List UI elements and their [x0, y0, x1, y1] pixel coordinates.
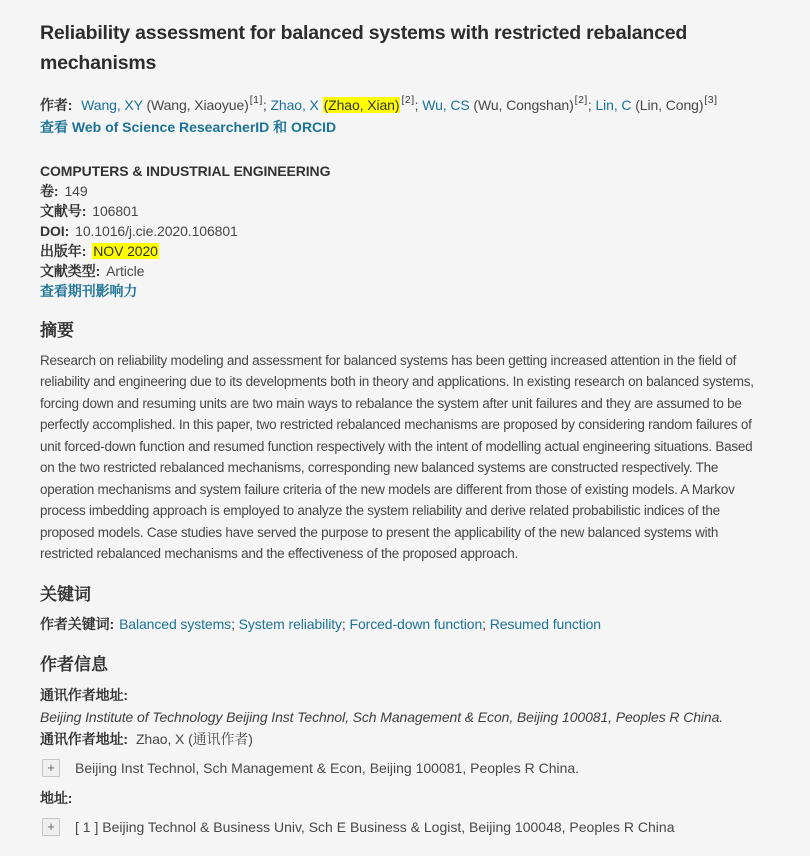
corresponding-author-value: Zhao, X (通讯作者) [135, 730, 253, 747]
author-fullname: (Wu, Congshan) [473, 96, 574, 113]
journal-impact-row [40, 281, 770, 301]
author-separator: ; [414, 96, 419, 113]
author-item [595, 94, 718, 113]
article-number-label: 文献号: [40, 202, 87, 219]
author-item [77, 94, 270, 113]
authors-label: 作者: [40, 96, 73, 113]
keywords-heading: 关键词 [40, 584, 91, 604]
keyword-separator: ; [482, 615, 486, 632]
author-affiliation-sup: [1] [249, 94, 263, 107]
doc-type-label: 文献类型: [40, 262, 101, 279]
article-title: Reliability assessment for balanced systems with restricted rebalanced mechanisms [40, 22, 688, 75]
author-link-zhao-x[interactable]: Zhao, X [270, 96, 319, 113]
corresponding-author-row [40, 728, 770, 750]
reprint-address-text: Beijing Inst Technol, Sch Management & Econ, Beijing 100081, Peoples R China. [75, 759, 580, 776]
researcher-line [40, 117, 770, 138]
author-fullname: (Lin, Cong) [635, 96, 704, 113]
doi-label: DOI: [40, 222, 70, 239]
addresses-label: 地址: [40, 789, 73, 806]
keyword-link-resumed-function[interactable]: Resumed function [489, 615, 601, 632]
addresses-label-row [40, 787, 770, 809]
author-link-wu-cs[interactable]: Wu, CS [422, 96, 470, 113]
article-number-value: 106801 [92, 202, 139, 219]
article-number-row [40, 201, 770, 221]
corresponding-author-label: 通讯作者地址: [40, 730, 128, 747]
journal-impact-link[interactable]: 查看期刊影响力 [40, 282, 138, 299]
keyword-link-balanced-systems[interactable]: Balanced systems [119, 615, 232, 632]
author-link-wang-xy[interactable]: Wang, XY [81, 96, 143, 113]
keywords-line [40, 614, 770, 635]
abstract-text: Research on reliability modeling and assessment for balanced systems has been getting increased attention in the field of reliability and engineering due to its developments both in theory and applications. In existing research on balanced systems, forcing down and resuming units are two main ways to rebalance the system after unit failures and they are assumed to be perfectly accomplished. In this paper, two restricted rebalanced mechanisms are proposed by considering random failures of unit forced-down function and resumed function respectively with the intent of modelling actual engineering situations. Based on the two restricted rebalanced mechanisms, corresponding new balanced systems are constructed respectively. The operation mechanisms and system failure criteria of the new models are different from those of existing models. A Markov process imbedding approach is employed to analyze the system reliability and derive related probabilistic indices of the proposed models. Case studies have served the purpose to present the applicability of the new balanced systems with restricted rebalanced mechanisms and the effectiveness of the proposed approach. [40, 352, 754, 562]
plus-icon: + [47, 819, 55, 835]
expand-address-1-button[interactable] [42, 818, 60, 836]
pub-year-label: 出版年: [40, 242, 87, 259]
researcherid-orcid-link[interactable]: 查看 Web of Science ResearcherID 和 ORCID [40, 118, 337, 135]
volume-label: 卷: [40, 182, 59, 199]
volume-row [40, 181, 770, 201]
author-keywords-label: 作者关键词: [40, 615, 115, 632]
corresponding-address-label: 通讯作者地址: [40, 686, 128, 703]
keyword-link-system-reliability[interactable]: System reliability [238, 615, 342, 632]
author-fullname: (Wang, Xiaoyue) [146, 96, 249, 113]
keyword-separator: ; [231, 615, 235, 632]
author-affiliation-sup: [2] [401, 94, 415, 107]
expand-reprint-address-button[interactable] [42, 759, 60, 777]
plus-icon: + [47, 760, 55, 776]
doi-value: 10.1016/j.cie.2020.106801 [75, 222, 238, 239]
author-fullname-highlighted: (Zhao, Xian) [323, 96, 400, 113]
author-separator: ; [262, 96, 267, 113]
author-item [270, 94, 422, 113]
pub-year-value-highlighted: NOV 2020 [93, 242, 158, 259]
authors-line [40, 91, 770, 116]
address-1-text: [ 1 ] Beijing Technol & Business Univ, Sch E Business & Logist, Beijing 100048, Peoples R China [75, 818, 675, 835]
corresponding-address-label-row [40, 684, 770, 706]
author-item [422, 94, 595, 113]
volume-value: 149 [64, 182, 88, 199]
journal-name: COMPUTERS & INDUSTRIAL ENGINEERING [40, 162, 331, 179]
author-affiliation-sup: [2] [574, 94, 588, 107]
journal-block [40, 161, 770, 301]
keyword-link-forced-down-function[interactable]: Forced-down function [349, 615, 483, 632]
author-link-lin-c[interactable]: Lin, C [595, 96, 632, 113]
pub-year-row [40, 241, 770, 261]
doc-type-row [40, 261, 770, 281]
author-separator: ; [587, 96, 592, 113]
author-affiliation-sup: [3] [704, 94, 718, 107]
corresponding-address-text: Beijing Institute of Technology Beijing Inst Technol, Sch Management & Econ, Beijing 100081, Peoples R China. [40, 708, 724, 725]
abstract-heading: 摘要 [40, 320, 74, 340]
keyword-separator: ; [341, 615, 346, 632]
doc-type-value: Article [106, 262, 145, 279]
author-info-heading: 作者信息 [40, 654, 108, 674]
reprint-address-row [42, 759, 770, 778]
doi-row [40, 221, 770, 241]
